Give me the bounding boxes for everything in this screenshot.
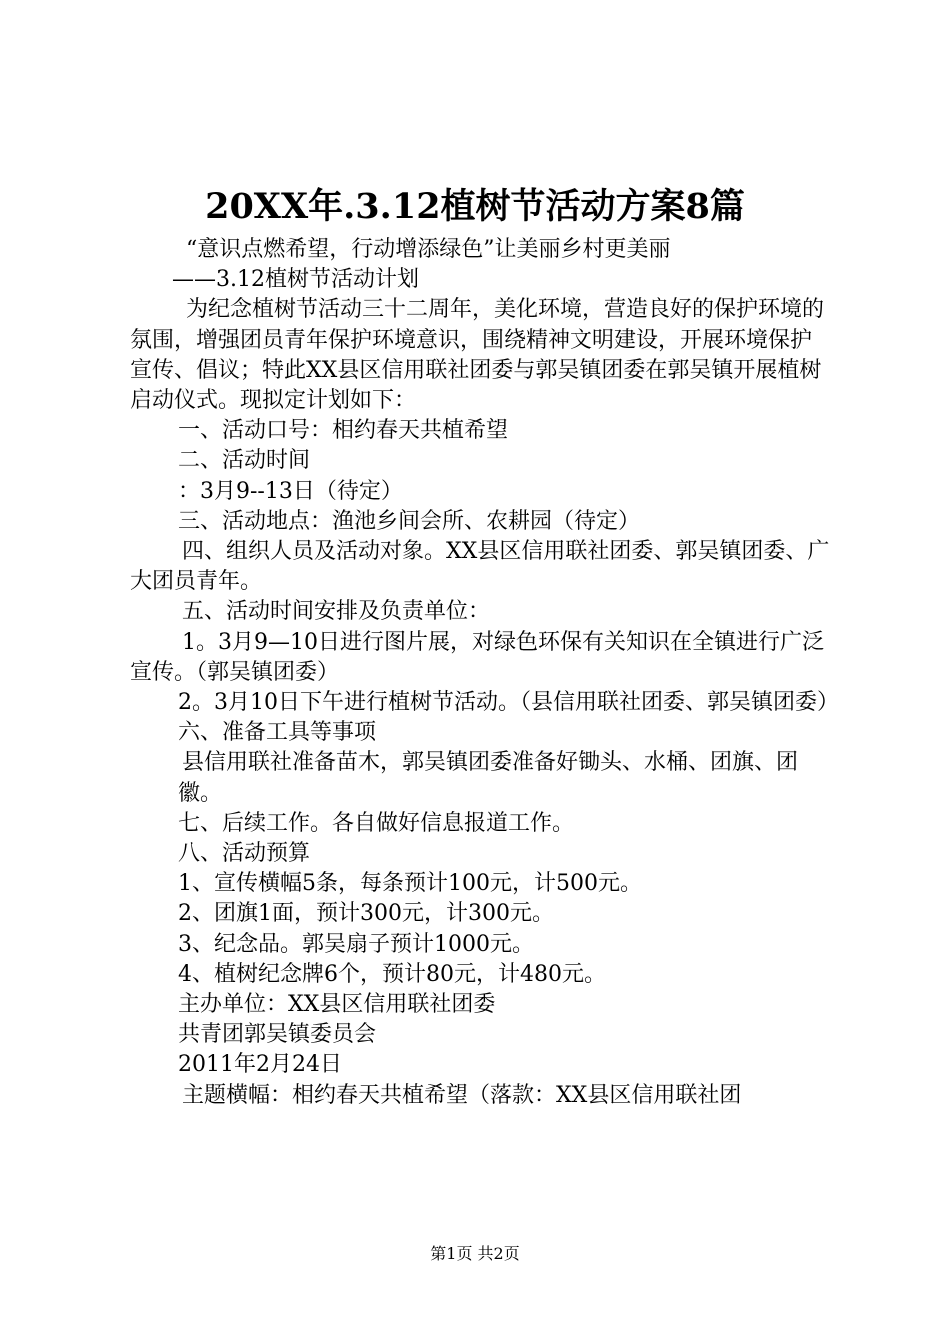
section-time-detail: ：3月9--13日（待定） [178,478,403,504]
section-time: 二、活动时间 [178,448,311,474]
document-body [130,235,839,1111]
tools-detail-end: 徽。 [178,780,223,806]
section-budget: 八、活动预算 [178,841,311,867]
document-title: 20XX年.3.12植树节活动方案8篇 [205,186,745,227]
subtitle-line: ——3.12植树节活动计划 [172,267,419,293]
organizer-line: 主办单位：XX县区信用联社团委 [178,992,496,1018]
section-slogan: 一、活动口号：相约春天共植希望 [178,418,509,444]
section-tools: 六、准备工具等事项 [178,720,377,746]
slogan-line: “意识点燃希望，行动增添绿色”让美丽乡村更美丽 [186,237,671,262]
section-participants: 四、组织人员及活动对象。XX县区信用联社团委、郭吴镇团委、广大团员青年。 [130,539,830,595]
budget-item-3: 3、纪念品。郭吴扇子预计1000元。 [178,931,534,957]
budget-item-2: 2、团旗1面，预计300元，计300元。 [178,901,554,927]
co-organizer-line: 共青团郭吴镇委员会 [178,1022,377,1048]
budget-item-1: 1、宣传横幅5条，每条预计100元，计500元。 [178,871,642,897]
section-location: 三、活动地点：渔池乡间会所、农耕园（待定） [178,508,641,534]
schedule-item-2: 2。3月10日下午进行植树节活动。（县信用联社团委、郭吴镇团委） [178,690,839,716]
intro-paragraph: 为纪念植树节活动三十二周年，美化环境，营造良好的保护环境的氛围，增强团员青年保护环境意识，围绕精神文明建设，开展环境保护宣传、倡议；特此XX县区信用联社团委与郭吴镇团委在郭吴镇开展植树启动仪式。现拟定计划如下： [130,297,825,414]
section-schedule: 五、活动时间安排及负责单位： [182,599,491,625]
section-followup: 七、后续工作。各自做好信息报道工作。 [178,810,575,836]
tools-detail: 县信用联社准备苗木，郭吴镇团委准备好锄头、水桶、团旗、团 [182,750,799,776]
schedule-item-1: 1。3月9—10日进行图片展，对绿色环保有关知识在全镇进行广泛宣传。（郭吴镇团委） [130,629,824,685]
budget-item-4: 4、植树纪念牌6个，预计80元，计480元。 [178,961,606,987]
banner-theme-line: 主题横幅：相约春天共植希望（落款：XX县区信用联社团 [182,1082,742,1108]
page-indicator: 第1页 共2页 [430,1244,520,1263]
date-line: 2011年2月24日 [178,1052,342,1078]
